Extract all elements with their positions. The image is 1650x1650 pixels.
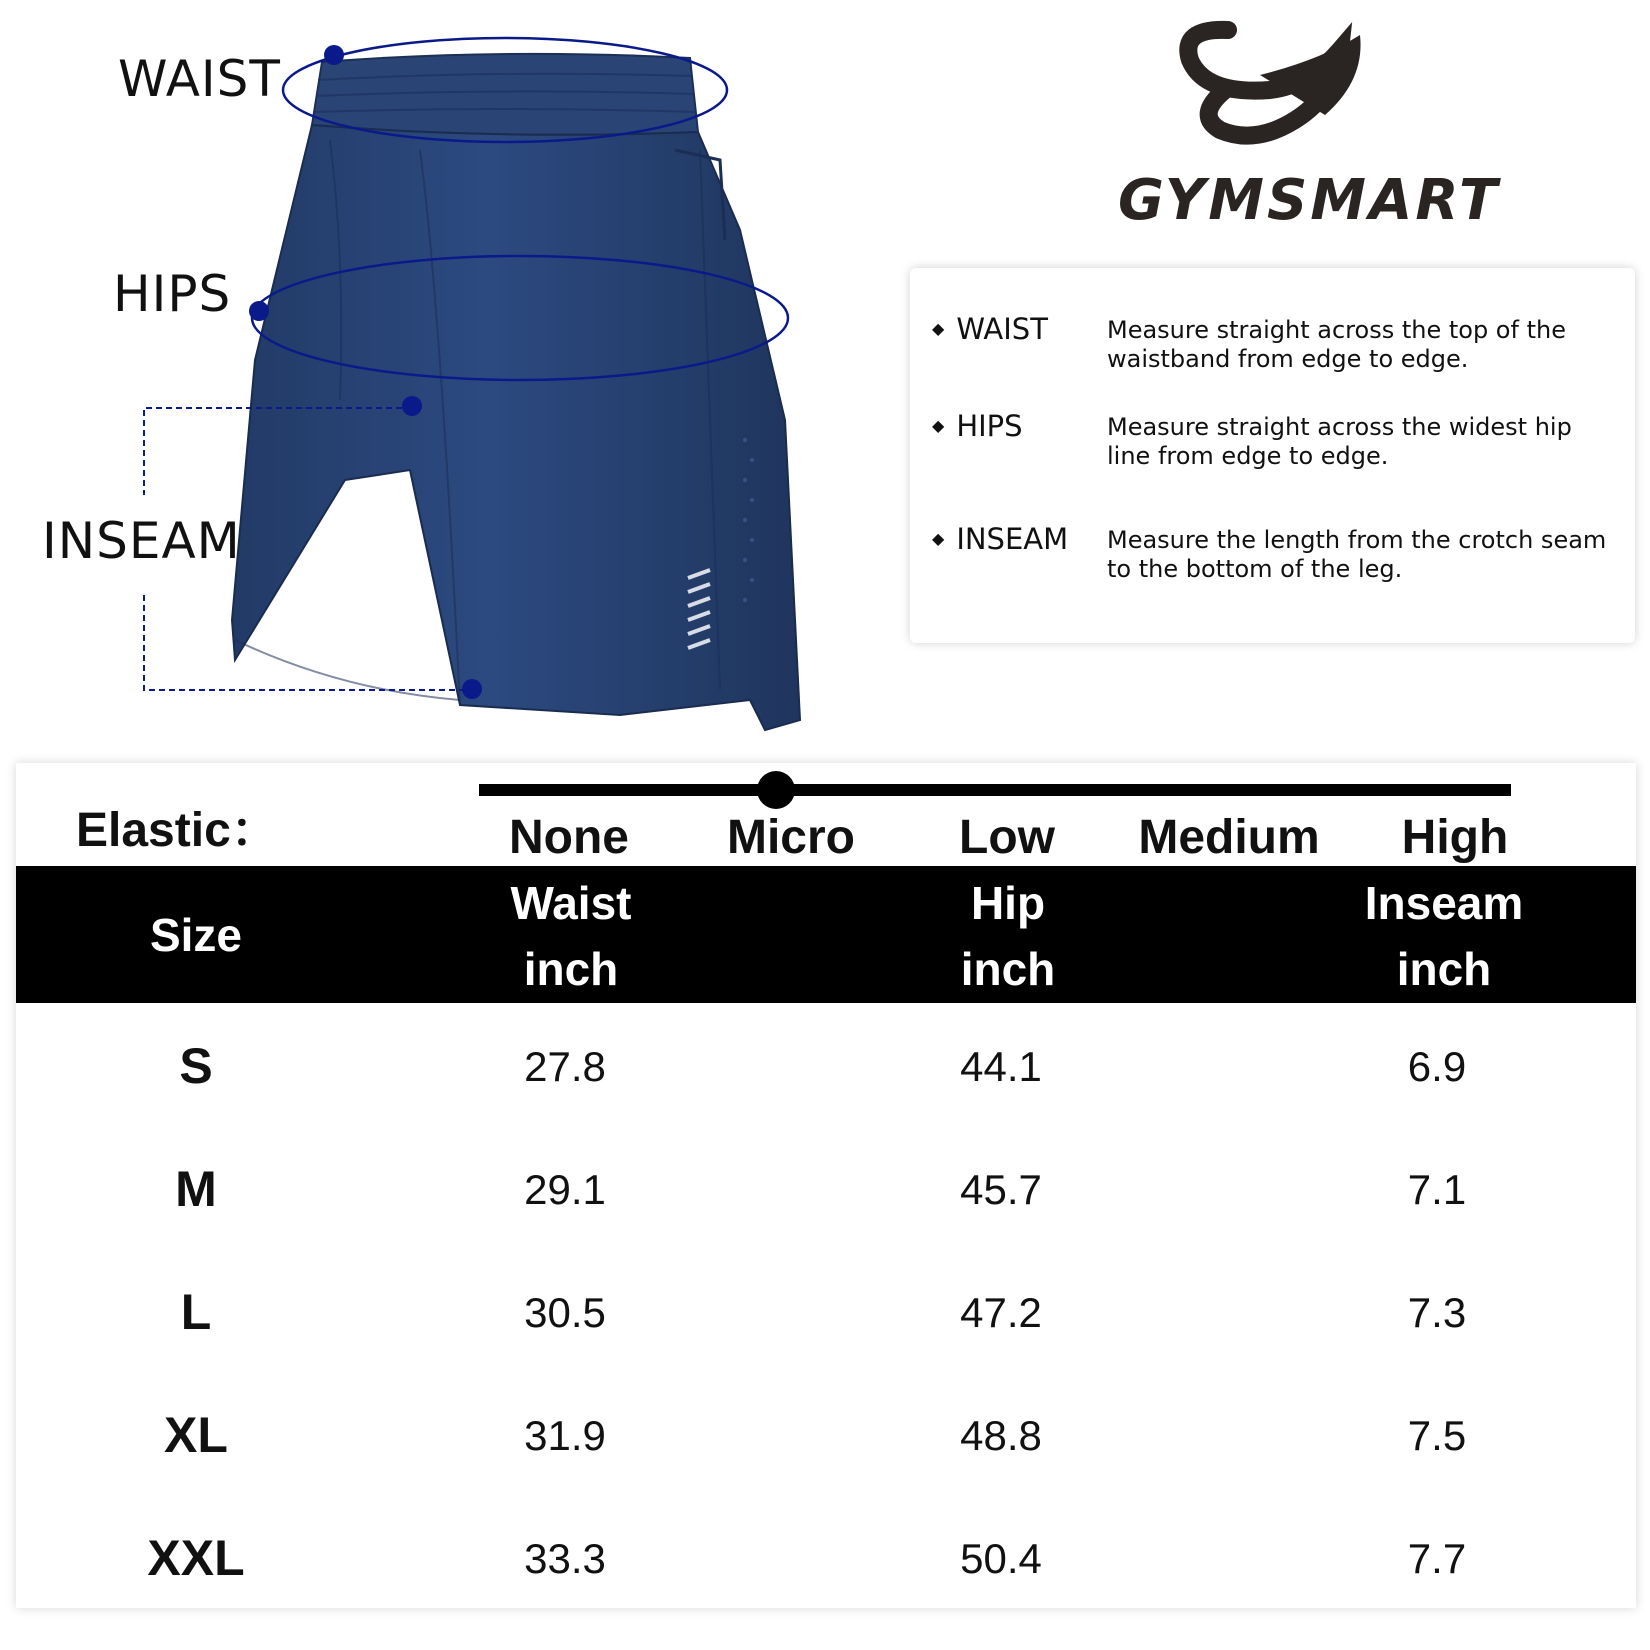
guide-description [1107,413,1627,471]
waist-cell: 33.3 [524,1535,606,1582]
elastic-option-none: None [509,811,629,864]
table-row [16,1005,1636,1128]
guide-description [1107,316,1627,374]
inseam-cell: 7.7 [1407,1535,1467,1582]
header-hip-unit: inch [960,943,1056,995]
brand-name: GYMSMART [1118,168,1501,233]
guide-term [932,522,1068,556]
elastic-option-high: High [1401,811,1509,864]
size-cell: XXL [147,1530,245,1586]
inseam-cell: 7.1 [1407,1166,1467,1213]
header-size: Size [149,909,243,961]
guide-desc-line: line from edge to edge. [1107,442,1389,470]
hip-cell: 44.1 [960,1043,1042,1090]
header-hip [878,870,1138,1002]
hip-cell: 50.4 [960,1535,1042,1582]
guide-term-text: HIPS [956,409,1023,443]
waist-cell: 30.5 [524,1289,606,1336]
elastic-label: Elastic： [76,804,279,857]
header-inseam [1314,870,1574,1002]
shorts-illustration [0,0,820,740]
hip-cell: 48.8 [960,1412,1042,1459]
guide-desc-line: Measure the length from the crotch seam [1107,526,1607,554]
size-cell: XL [164,1407,228,1463]
table-row [16,1497,1636,1620]
hips-measure-dot [249,301,269,321]
table-row [16,1374,1636,1497]
table-row [16,1251,1636,1374]
shorts-body [232,125,800,730]
diamond-bullet-icon: ◆ [932,416,945,435]
guide-desc-line: waistband from edge to edge. [1107,345,1469,373]
inseam-bottom-dot [462,679,482,699]
hip-cell: 47.2 [960,1289,1042,1336]
guide-term [932,312,1048,346]
inseam-label: INSEAM [42,512,241,570]
guide-desc-line: Measure straight across the widest hip [1107,413,1572,441]
measurement-guide-card [910,268,1635,643]
guide-desc-line: to the bottom of the leg. [1107,555,1403,583]
size-cell: L [180,1284,212,1340]
header-inseam-title: Inseam [1364,877,1524,929]
table-row [16,1128,1636,1251]
inseam-top-dot [402,396,422,416]
size-cell: M [175,1161,217,1217]
guide-desc-line: Measure straight across the top of the [1107,316,1566,344]
elastic-option-low: Low [959,811,1055,864]
waist-cell: 29.1 [524,1166,606,1213]
elastic-option-medium: Medium [1138,811,1320,864]
hip-cell: 45.7 [960,1166,1042,1213]
elastic-option-micro: Micro [726,811,855,864]
guide-description [1107,526,1627,584]
guide-term-text: INSEAM [956,522,1069,556]
size-cell: S [179,1038,213,1094]
diamond-bullet-icon: ◆ [932,319,945,338]
header-waist [441,870,701,1002]
header-waist-title: Waist [510,877,632,929]
elastic-scale-marker [757,771,795,809]
inseam-cell: 7.3 [1407,1289,1467,1336]
inseam-cell: 6.9 [1407,1043,1467,1090]
header-inseam-unit: inch [1396,943,1492,995]
inseam-cell: 7.5 [1407,1412,1467,1459]
waist-cell: 27.8 [524,1043,606,1090]
header-hip-title: Hip [970,877,1046,929]
waist-measure-dot [324,45,344,65]
guide-term [932,409,1023,443]
waist-label: WAIST [118,50,281,108]
hips-label: HIPS [113,265,232,323]
size-table-header [16,866,1636,1003]
header-waist-unit: inch [523,943,619,995]
waist-cell: 31.9 [524,1412,606,1459]
guide-term-text: WAIST [956,312,1048,346]
diamond-bullet-icon: ◆ [932,529,945,548]
size-chart-card [16,763,1636,1608]
